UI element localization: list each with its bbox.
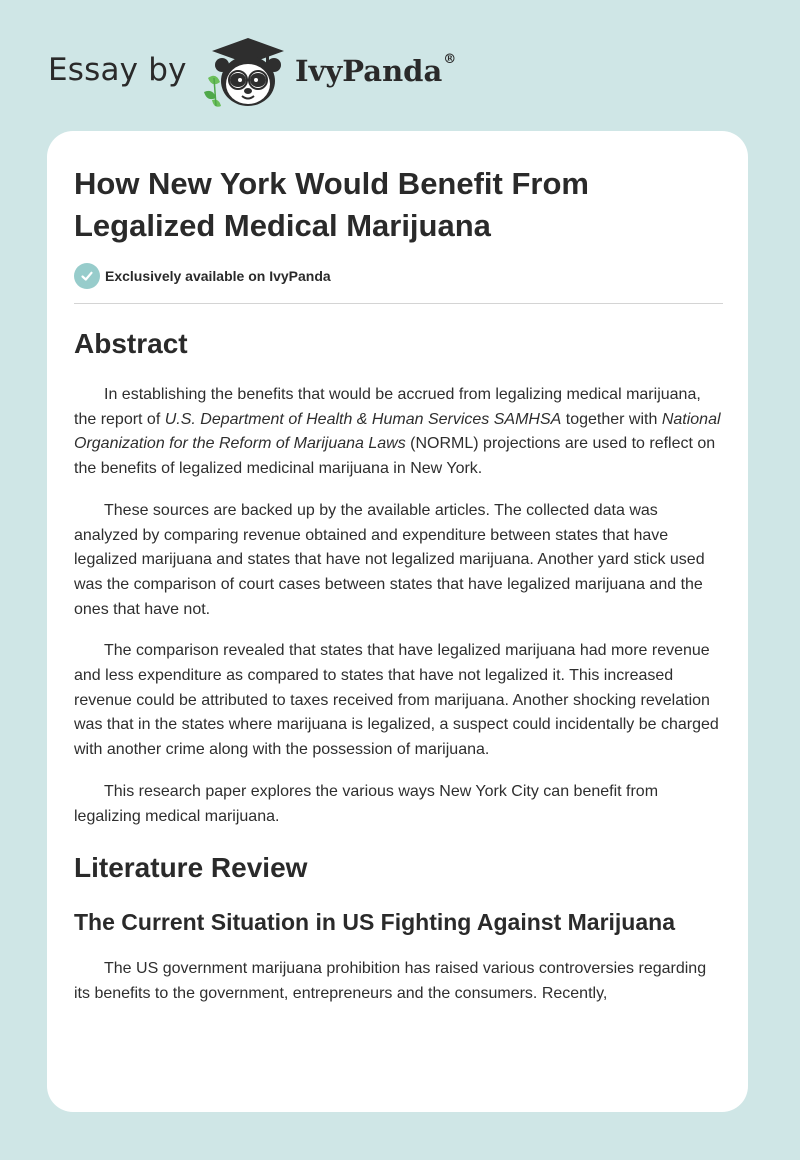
literature-review-heading: Literature Review (74, 852, 308, 884)
abstract-source-norml: National Organization for the Reform of Marijuana Laws (74, 410, 721, 453)
abstract-paragraph-4: This research paper explores the various ways New York City can benefit from legalizing medical marijuana. (74, 782, 659, 825)
abstract-heading: Abstract (74, 328, 188, 359)
site-header (48, 34, 508, 110)
current-situation-subheading: The Current Situation in US Fighting Against Marijuana (74, 909, 675, 936)
abstract-p1-after: (NORML) projections are used to reflect on the benefits of legalized medicinal marijuana in New York. (74, 435, 716, 478)
panda-graduate-icon[interactable] (200, 34, 292, 110)
article-title: How New York Would Benefit From Legalized Medical Marijuana (74, 166, 589, 243)
abstract-p1-before: In establishing the benefits that would be accrued from legalizing medical marijuana, the report of (74, 386, 701, 428)
brand-name-text: IvyPanda (295, 54, 443, 88)
article-card (47, 131, 748, 1112)
checkmark-icon (74, 263, 100, 289)
abstract-paragraph-3: The comparison revealed that states that have legalized marijuana had more revenue and less expenditure as compared to states that have not legalized it. This increased revenue could be attributed to taxes received from marijuana. Another shocking revelation was that in the states where marijuana is legalized, a suspect could incidentally be charged with another crime along with the possession of marijuana. (74, 642, 719, 759)
abstract-paragraph-2: These sources are backed up by the available articles. The collected data was analyzed by comparing revenue obtained and expenditure between states that have legalized marijuana and states that have not legalized marijuana. Another yard stick used was the comparison of court cases between states that have legalized marijuana and the ones that have not. (74, 501, 705, 618)
abstract-source-samhsa: U.S. Department of Health & Human Services SAMHSA (164, 410, 562, 428)
brand-name[interactable] (295, 54, 456, 88)
title-divider (74, 303, 723, 304)
literature-paragraph-1: The US government marijuana prohibition has raised various controversies regarding its benefits to the government, entrepreneurs and the consumers. Recently, (74, 960, 707, 1002)
article-body (74, 324, 723, 1007)
essay-by-label: Essay by (48, 52, 187, 88)
abstract-p1-middle: together with (561, 410, 662, 428)
exclusive-badge (74, 263, 331, 289)
abstract-paragraph-1 (74, 383, 723, 482)
registered-mark: ® (443, 52, 457, 67)
exclusive-label: Exclusively available on IvyPanda (105, 268, 331, 284)
